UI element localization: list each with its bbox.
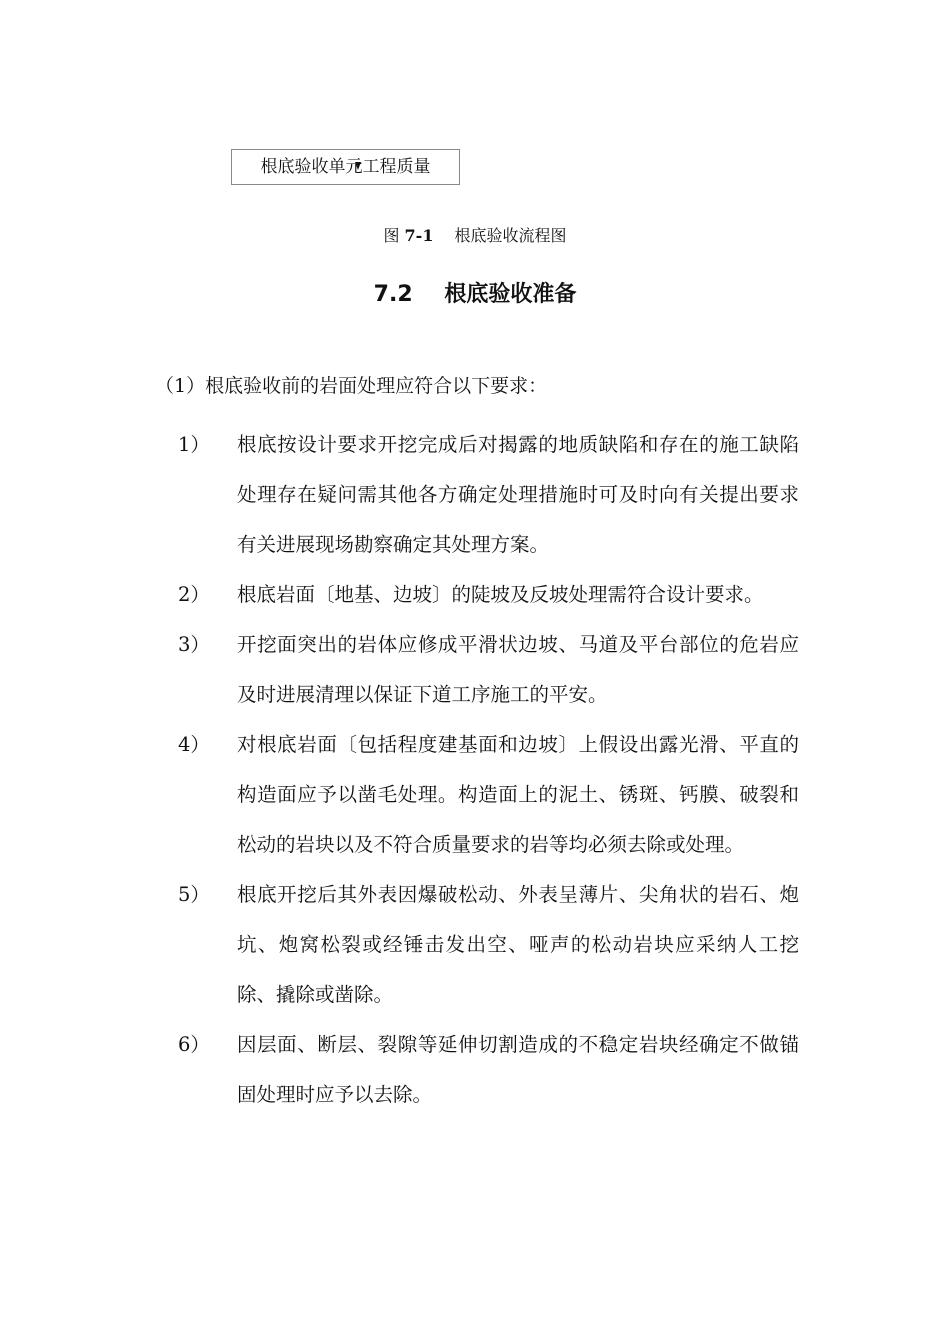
list-item — [0, 1020, 950, 1120]
list-item — [0, 620, 950, 720]
list-item-text: 根底岩面〔地基、边坡〕的陡坡及反坡处理需符合设计要求。 — [237, 583, 764, 606]
section-title: 根底验收准备 — [444, 282, 577, 307]
list-item-text: 根底开挖后其外表因爆破松动、外表呈薄片、尖角状的岩石、炮坑、炮窝松裂或经锤击发出空、哑声的松动岩块应采纳人工挖除、撬除或凿除。 — [237, 883, 799, 1006]
list-item-number: 1） — [178, 433, 210, 456]
figure-caption — [0, 225, 950, 247]
list-item — [0, 420, 950, 570]
figure-number: 7-1 — [404, 226, 434, 245]
intro-paragraph: （1）根底验收前的岩面处理应符合以下要求： — [155, 375, 548, 397]
requirements-list — [0, 420, 950, 1120]
figure-prefix: 图 — [383, 226, 400, 245]
list-item-number: 5） — [178, 883, 210, 906]
flowchart-box — [231, 149, 460, 185]
list-item-number: 4） — [178, 733, 210, 756]
section-number: 7.2 — [373, 282, 413, 307]
list-item — [0, 720, 950, 870]
figure-title: 根底验收流程图 — [454, 226, 567, 245]
list-item — [0, 570, 950, 620]
list-item-number: 6） — [178, 1033, 210, 1056]
list-item-text: 对根底岩面〔包括程度建基面和边坡〕上假设出露光滑、平直的构造面应予以凿毛处理。构造面上的泥土、锈斑、钙膜、破裂和松动的岩块以及不符合质量要求的岩等均必须去除或处理。 — [237, 733, 799, 856]
section-heading — [0, 280, 950, 310]
list-item-text: 开挖面突出的岩体应修成平滑状边坡、马道及平台部位的危岩应及时进展清理以保证下道工序施工的平安。 — [237, 633, 799, 706]
list-item — [0, 870, 950, 1020]
list-item-text: 因层面、断层、裂隙等延伸切割造成的不稳定岩块经确定不做锚固处理时应予以去除。 — [237, 1033, 799, 1106]
list-item-text: 根底按设计要求开挖完成后对揭露的地质缺陷和存在的施工缺陷处理存在疑问需其他各方确定处理措施时可及时向有关提出要求有关进展现场勘察确定其处理方案。 — [237, 433, 799, 556]
flowchart-arrow-icon — [355, 162, 361, 170]
flowchart-box-label: 根底验收单元工程质量 — [260, 157, 431, 177]
list-item-number: 2） — [178, 583, 210, 606]
list-item-number: 3） — [178, 633, 210, 656]
